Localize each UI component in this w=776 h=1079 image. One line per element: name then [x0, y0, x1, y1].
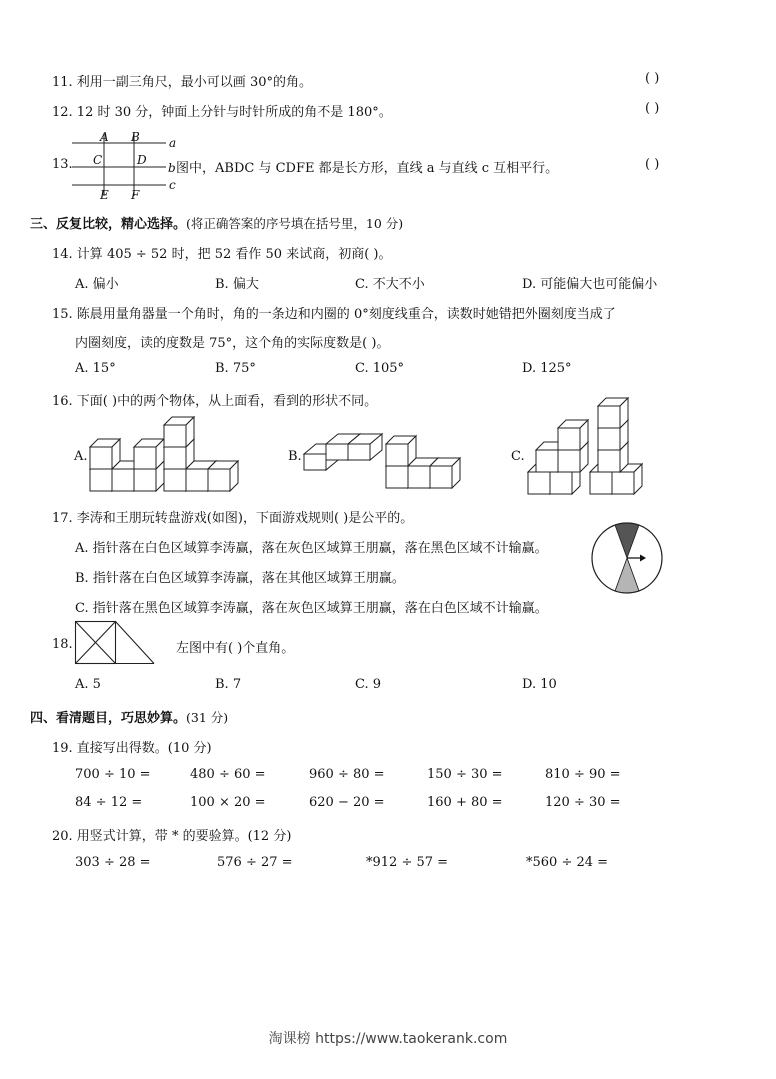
- q14-option-d[interactable]: D. 可能偏大也可能偏小: [522, 277, 658, 292]
- calc-item: 160 + 80 =: [427, 795, 503, 810]
- section-3-heading: [30, 213, 403, 232]
- label-E: E: [100, 188, 109, 202]
- calc-item: 480 ÷ 60 =: [190, 767, 266, 782]
- section-3-title: 三、反复比较，精心选择。: [30, 217, 187, 232]
- q16-option-c[interactable]: C.: [511, 449, 525, 464]
- q18-option-b[interactable]: B. 7: [215, 677, 242, 692]
- calc-item: 84 ÷ 12 =: [75, 795, 143, 810]
- vertical-calc-item: 303 ÷ 28 =: [75, 855, 151, 870]
- q15-option-c[interactable]: C. 105°: [355, 361, 405, 376]
- q17-option-c[interactable]: C. 指针落在黑色区域算李涛赢，落在灰色区域算王朋赢，落在白色区域不计输赢。: [75, 601, 548, 616]
- question-15-line2: 内圈刻度，读的度数是 75°，这个角的实际度数是( )。: [75, 336, 390, 351]
- label-B: B: [131, 130, 140, 144]
- question-15-line1: 15. 陈晨用量角器量一个角时，角的一条边和内圈的 0°刻度线重合，读数时她错把外圈刻度当成了: [52, 307, 616, 322]
- section-4-note: (31 分): [186, 710, 229, 725]
- spinner-wheel: [590, 521, 664, 595]
- q14-option-b[interactable]: B. 偏大: [215, 277, 259, 292]
- question-19: 19. 直接写出得数。(10 分): [52, 741, 212, 756]
- label-D: D: [137, 153, 147, 167]
- footer-watermark: 淘课榜 https://www.taokerank.com: [268, 1031, 508, 1047]
- answer-paren-13[interactable]: ( ): [645, 157, 660, 172]
- answer-paren-11[interactable]: ( ): [645, 71, 660, 86]
- label-c: c: [169, 178, 176, 192]
- calc-item: 960 ÷ 80 =: [309, 767, 385, 782]
- q17-option-a[interactable]: A. 指针落在白色区域算李涛赢，落在灰色区域算王朋赢，落在黑色区域不计输赢。: [75, 541, 548, 556]
- right-angle-figure: [75, 621, 155, 665]
- cube-figure-c: [528, 418, 638, 494]
- question-20: 20. 用竖式计算，带 * 的要验算。(12 分): [52, 829, 292, 844]
- calc-item: 150 ÷ 30 =: [427, 767, 503, 782]
- q15-option-a[interactable]: A. 15°: [75, 361, 116, 376]
- calc-item: 620 − 20 =: [309, 795, 385, 810]
- label-A: A: [100, 130, 109, 144]
- question-14: 14. 计算 405 ÷ 52 时，把 52 看作 50 来试商，初商( )。: [52, 247, 392, 262]
- answer-paren-12[interactable]: ( ): [645, 101, 660, 116]
- vertical-calc-item: *912 ÷ 57 =: [366, 855, 449, 870]
- cube-figure-b: [304, 428, 454, 488]
- q18-option-c[interactable]: C. 9: [355, 677, 382, 692]
- label-a: a: [169, 136, 177, 150]
- calc-item: 810 ÷ 90 =: [545, 767, 621, 782]
- question-18: 左图中有( )个直角。: [176, 641, 295, 656]
- q14-option-c[interactable]: C. 不大不小: [355, 277, 425, 292]
- question-13: 图中，ABDC 与 CDFE 都是长方形，直线 a 与直线 c 互相平行。: [176, 161, 559, 176]
- label-F: F: [131, 188, 140, 202]
- q17-option-b[interactable]: B. 指针落在白色区域算李涛赢，落在其他区域算王朋赢。: [75, 571, 405, 586]
- question-16: 16. 下面( )中的两个物体，从上面看，看到的形状不同。: [52, 394, 378, 409]
- q15-option-b[interactable]: B. 75°: [215, 361, 256, 376]
- section-4-heading: [30, 707, 228, 726]
- cube-figure-a: [90, 423, 230, 493]
- question-12: 12. 12 时 30 分，钟面上分针与时针所成的角不是 180°。: [52, 105, 392, 120]
- section-4-title: 四、看清题目，巧思妙算。: [30, 711, 187, 726]
- label-b: b: [168, 161, 176, 175]
- vertical-calc-item: 576 ÷ 27 =: [217, 855, 293, 870]
- calc-item: 700 ÷ 10 =: [75, 767, 151, 782]
- question-17: 17. 李涛和王朋玩转盘游戏(如图)，下面游戏规则( )是公平的。: [52, 511, 414, 526]
- q16-option-b[interactable]: B.: [288, 449, 302, 464]
- calc-item: 100 × 20 =: [190, 795, 266, 810]
- vertical-calc-item: *560 ÷ 24 =: [526, 855, 609, 870]
- section-3-note: (将正确答案的序号填在括号里，10 分): [186, 216, 404, 231]
- parallel-lines-figure: [72, 130, 182, 202]
- q18-option-a[interactable]: A. 5: [75, 677, 101, 692]
- q16-option-a[interactable]: A.: [74, 449, 88, 464]
- question-18-number: 18.: [52, 637, 73, 652]
- calc-item: 120 ÷ 30 =: [545, 795, 621, 810]
- question-11: 11. 利用一副三角尺，最小可以画 30°的角。: [52, 75, 312, 90]
- q18-option-d[interactable]: D. 10: [522, 677, 557, 692]
- label-C: C: [93, 153, 103, 167]
- question-13-number: 13.: [52, 157, 73, 172]
- q14-option-a[interactable]: A. 偏小: [75, 277, 119, 292]
- q15-option-d[interactable]: D. 125°: [522, 361, 572, 376]
